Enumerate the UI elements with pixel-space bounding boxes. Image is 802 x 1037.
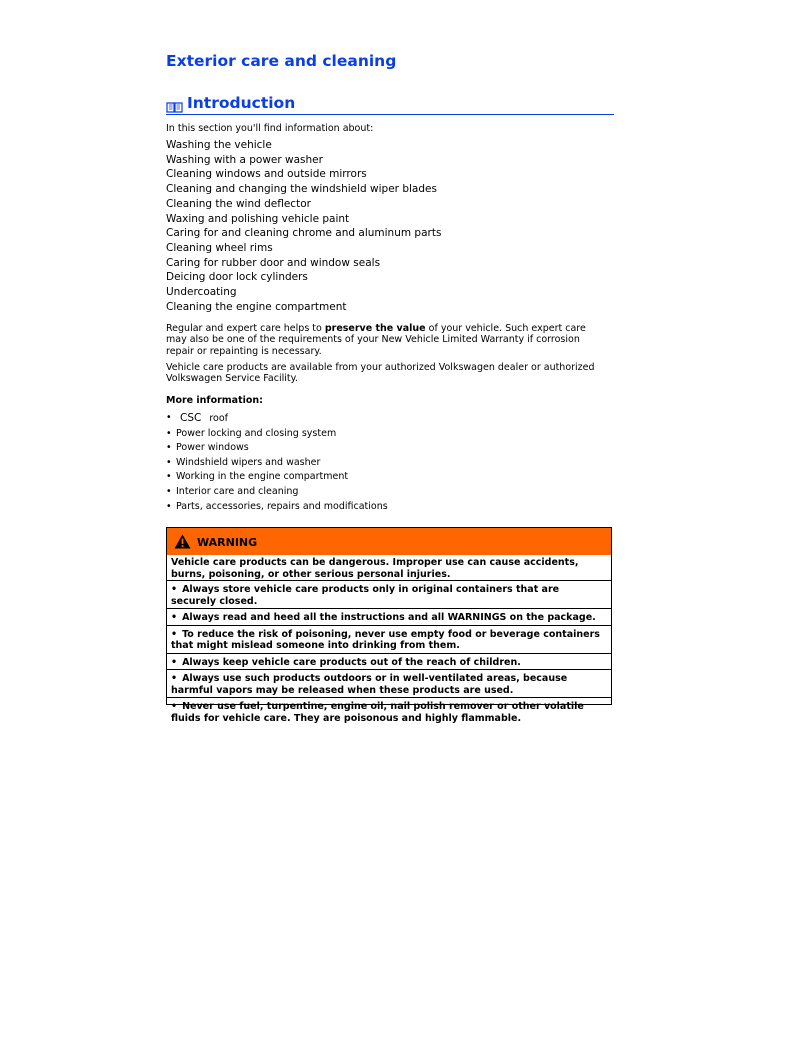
bullet: • <box>166 456 172 468</box>
warning-text: Never use fuel, turpentine, engine oil, nail polish remover or other volatile fluids for vehicle care. They are poisonous and highly flammable. <box>171 701 584 724</box>
warning-text: Always use such products outdoors or in well-ventilated areas, because harmful vapors may be released when these products are used. <box>171 673 568 696</box>
dealer-paragraph: Vehicle care products are available from your authorized Volkswagen dealer or authorized Volkswagen Service Facility. <box>166 362 595 385</box>
warning-item <box>167 653 611 670</box>
bullet: • <box>166 471 172 483</box>
bullet: • <box>171 584 178 595</box>
warning-text: Always keep vehicle care products out of the reach of children. <box>182 656 521 668</box>
warning-body <box>167 555 611 725</box>
warning-label: WARNING <box>197 536 258 549</box>
warning-text: To reduce the risk of poisoning, never use empty food or beverage containers that might mislead someone into drinking from them. <box>171 628 600 651</box>
book-icon <box>166 98 183 117</box>
para-text: Regular and expert care helps to <box>166 323 325 334</box>
bullet: • <box>166 485 172 497</box>
warning-triangle-icon <box>174 534 191 553</box>
warning-text: Always read and heed all the instructions and all WARNINGS on the package. <box>182 612 596 623</box>
value-paragraph <box>166 323 606 357</box>
warning-header <box>167 528 611 555</box>
list-item[interactable] <box>166 411 388 427</box>
list-item[interactable] <box>166 485 388 500</box>
list-item: Cleaning and changing the windshield wiper blades <box>166 183 437 196</box>
link-text[interactable]: Working in the engine compartment <box>176 471 349 483</box>
list-item: Waxing and polishing vehicle paint <box>166 212 350 225</box>
bullet: • <box>171 701 178 712</box>
para-text: of your vehicle. Such expert care may also be one of the requirements of your New Vehicle Limited Warranty if corrosion repair or repainting is necessary. <box>166 323 586 357</box>
more-info-heading: More information: <box>166 395 263 406</box>
warning-box <box>166 527 612 724</box>
list-item[interactable] <box>166 427 388 442</box>
list-item[interactable] <box>166 441 388 456</box>
warning-text: Always store vehicle care products only in original containers that are securely closed. <box>171 584 560 607</box>
topic-list <box>166 138 441 314</box>
list-item: Cleaning wheel rims <box>166 241 273 254</box>
bullet: • <box>171 656 178 668</box>
list-item[interactable] <box>166 500 388 515</box>
list-item[interactable] <box>166 456 388 471</box>
list-item: Undercoating <box>166 286 237 299</box>
bullet: • <box>171 673 178 684</box>
list-item: Caring for rubber door and window seals <box>166 256 381 269</box>
warning-item <box>167 625 611 653</box>
list-item: Cleaning windows and outside mirrors <box>166 168 367 181</box>
list-item: Washing the vehicle <box>166 139 272 151</box>
warning-item <box>167 580 611 608</box>
list-item[interactable] <box>166 470 388 485</box>
warning-lead: Vehicle care products can be dangerous. Improper use can cause accidents, burns, poisoning, or other serious personal injuries. <box>171 557 579 580</box>
warning-item <box>167 697 611 725</box>
more-info-list <box>166 411 388 514</box>
para-emphasis: preserve the value <box>324 323 426 334</box>
list-item: Cleaning the engine compartment <box>166 300 347 313</box>
link-text[interactable]: Interior care and cleaning <box>176 485 299 497</box>
csc-suffix: roof <box>209 413 228 424</box>
intro-lead: In this section you'll find information about: <box>166 123 374 134</box>
bullet: • <box>166 412 172 423</box>
bullet: • <box>171 628 178 640</box>
csc-label: CSC <box>180 412 202 424</box>
list-item: Caring for and cleaning chrome and aluminum parts <box>166 227 442 240</box>
link-text[interactable]: Parts, accessories, repairs and modifications <box>176 500 388 512</box>
section-title: Introduction <box>187 94 296 112</box>
list-item: Deicing door lock cylinders <box>166 271 308 284</box>
list-item: Washing with a power washer <box>166 153 323 166</box>
link-text[interactable]: Power locking and closing system <box>176 427 337 439</box>
list-item: Cleaning the wind deflector <box>166 197 311 210</box>
link-text[interactable]: Windshield wipers and washer <box>176 456 321 468</box>
warning-item <box>167 669 611 697</box>
bullet: • <box>166 500 172 512</box>
warning-item <box>167 608 611 625</box>
bullet: • <box>171 612 178 623</box>
bullet: • <box>166 427 172 439</box>
link-text[interactable]: Power windows <box>176 442 249 454</box>
page-title: Exterior care and cleaning <box>166 52 397 70</box>
bullet: • <box>166 442 172 454</box>
section-header <box>166 94 614 115</box>
